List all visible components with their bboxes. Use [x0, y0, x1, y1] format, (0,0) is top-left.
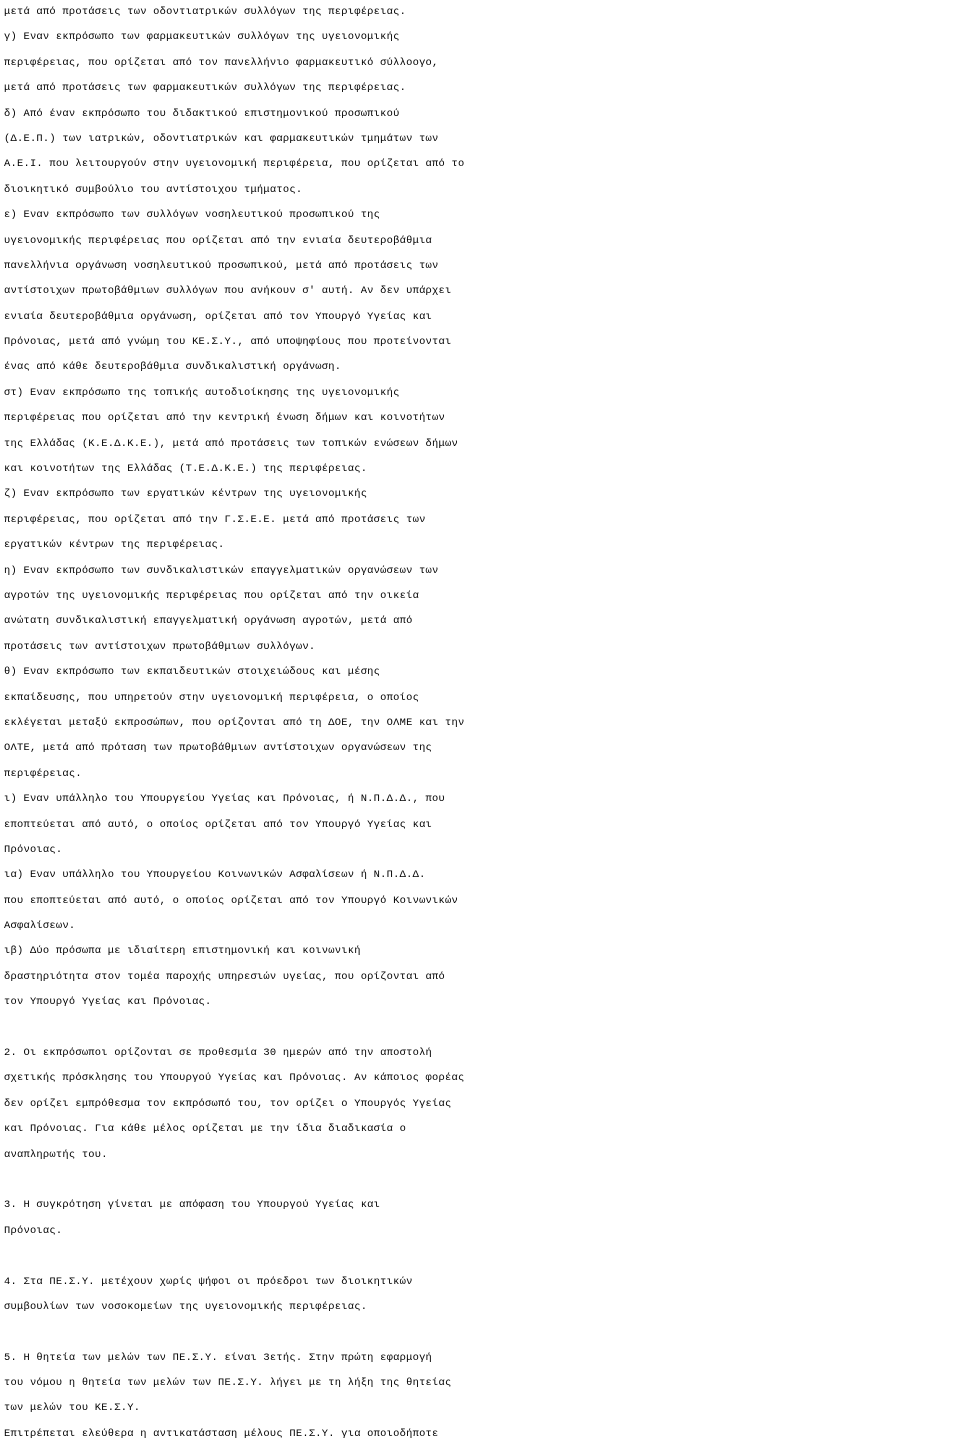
text-line: δ) Από έναν εκπρόσωπο του διδακτικού επιστημονικού προσωπικού — [4, 107, 400, 120]
text-line: τον Υπουργό Υγείας και Πρόνοιας. — [4, 996, 212, 1009]
text-line: που εποπτεύεται από αυτό, ο οποίος ορίζεται από τον Υπουργό Κοινωνικών — [4, 894, 458, 907]
text-line: ανώτατη συνδικαλιστική επαγγελματική οργάνωση αγροτών, μετά από — [4, 615, 413, 628]
text-line: σχετικής πρόσκλησης του Υπουργού Υγείας και Πρόνοιας. Αν κάποιος φορέας — [4, 1072, 465, 1085]
text-line: Πρόνοιας. — [4, 843, 63, 856]
text-line: εκπαίδευσης, που υπηρετούν στην υγειονομική περιφέρεια, ο οποίος — [4, 691, 420, 704]
text-line: πανελλήνια οργάνωση νοσηλευτικού προσωπικού, μετά από προτάσεις των — [4, 259, 439, 272]
text-line: δεν ορίζει εμπρόθεσμα τον εκπρόσωπό του, τον ορίζει ο Υπουργός Υγείας — [4, 1097, 452, 1110]
text-line: Α.Ε.Ι. που λειτουργούν στην υγειονομική περιφέρεια, που ορίζεται από το — [4, 158, 465, 171]
text-line: της Ελλάδας (Κ.Ε.Δ.Κ.Ε.), μετά από προτάσεις των τοπικών ενώσεων δήμων — [4, 437, 458, 450]
text-line: του νόμου η θητεία των μελών των ΠΕ.Σ.Υ. λήγει με τη λήξη της θητείας — [4, 1377, 452, 1390]
blank-line — [4, 1320, 960, 1345]
text-line: προτάσεις των αντίστοιχων πρωτοβάθμιων συλλόγων. — [4, 640, 316, 653]
text-line: περιφέρειας. — [4, 767, 82, 780]
blank-line — [4, 1168, 960, 1193]
text-line: εκλέγεται μεταξύ εκπροσώπων, που ορίζονται από τη ΔΟΕ, την ΟΛΜΕ και την — [4, 716, 465, 729]
text-line: Πρόνοιας, μετά από γνώμη του ΚΕ.Σ.Υ., από υποψηφίους που προτείνονται — [4, 336, 452, 349]
text-line: και Πρόνοιας. Για κάθε μέλος ορίζεται με την ίδια διαδικασία ο — [4, 1123, 407, 1136]
text-line: και κοινοτήτων της Ελλάδας (Τ.Ε.Δ.Κ.Ε.) της περιφέρειας. — [4, 463, 368, 476]
blank-line — [4, 1016, 960, 1041]
text-line: Επιτρέπεται ελεύθερα η αντικατάσταση μέλους ΠΕ.Σ.Υ. για οποιοδήποτε — [4, 1427, 439, 1440]
text-line: αναπληρωτής του. — [4, 1148, 108, 1161]
text-line: ιβ) Δύο πρόσωπα με ιδιαίτερη επιστημονική και κοινωνική — [4, 945, 361, 958]
text-line: Ασφαλίσεων. — [4, 920, 76, 933]
text-line: γ) Εναν εκπρόσωπο των φαρμακευτικών συλλόγων της υγειονομικής — [4, 31, 400, 44]
document-page — [4, 0, 960, 1447]
text-line: συμβουλίων των νοσοκομείων της υγειονομικής περιφέρειας. — [4, 1300, 368, 1313]
text-line: διοικητικό συμβούλιο του αντίστοιχου τμήματος. — [4, 183, 303, 196]
text-line: Πρόνοιας. — [4, 1224, 63, 1237]
text-line: δραστηριότητα στον τομέα παροχής υπηρεσιών υγείας, που ορίζονται από — [4, 970, 446, 983]
text-line: (Δ.Ε.Π.) των ιατρικών, οδοντιατρικών και φαρμακευτικών τμημάτων των — [4, 132, 439, 145]
text-line: ια) Εναν υπάλληλο του Υπουργείου Κοινωνικών Ασφαλίσεων ή Ν.Π.Δ.Δ. — [4, 869, 426, 882]
text-line: η) Εναν εκπρόσωπο των συνδικαλιστικών επαγγελματικών οργανώσεων των — [4, 564, 439, 577]
text-line: υγειονομικής περιφέρειας που ορίζεται από την ενιαία δευτεροβάθμια — [4, 234, 433, 247]
text-line: των μελών του ΚΕ.Σ.Υ. — [4, 1402, 141, 1415]
text-line: αγροτών της υγειονομικής περιφέρειας που ορίζεται από την οικεία — [4, 589, 420, 602]
text-line: ι) Εναν υπάλληλο του Υπουργείου Υγείας και Πρόνοιας, ή Ν.Π.Δ.Δ., που — [4, 793, 446, 806]
text-line: στ) Εναν εκπρόσωπο της τοπικής αυτοδιοίκησης της υγειονομικής — [4, 386, 400, 399]
text-line: μετά από προτάσεις των φαρμακευτικών συλλόγων της περιφέρειας. — [4, 82, 407, 95]
text-line: ένας από κάθε δευτεροβάθμια συνδικαλιστική οργάνωση. — [4, 361, 342, 374]
text-line: θ) Εναν εκπρόσωπο των εκπαιδευτικών στοιχειώδους και μέσης — [4, 666, 381, 679]
text-line: ΟΛΤΕ, μετά από πρόταση των πρωτοβάθμιων αντίστοιχων οργανώσεων της — [4, 742, 433, 755]
text-line: 4. Στα ΠΕ.Σ.Υ. μετέχουν χωρίς ψήφοι οι πρόεδροι των διοικητικών — [4, 1275, 413, 1288]
text-line: ενιαία δευτεροβάθμια οργάνωση, ορίζεται από τον Υπουργό Υγείας και — [4, 310, 433, 323]
text-line: 5. Η θητεία των μελών των ΠΕ.Σ.Υ. είναι 3ετής. Στην πρώτη εφαρμογή — [4, 1351, 433, 1364]
text-line: ζ) Εναν εκπρόσωπο των εργατικών κέντρων της υγειονομικής — [4, 488, 368, 501]
text-line: 3. Η συγκρότηση γίνεται με απόφαση του Υπουργού Υγείας και — [4, 1199, 381, 1212]
text-line: περιφέρειας, που ορίζεται από τον πανελλήνιο φαρμακευτικό σύλλοογο, — [4, 56, 439, 69]
blank-line — [4, 1244, 960, 1269]
text-line: μετά από προτάσεις των οδοντιατρικών συλλόγων της περιφέρειας. — [4, 6, 407, 18]
text-line: εργατικών κέντρων της περιφέρειας. — [4, 539, 225, 552]
text-line: 2. Οι εκπρόσωποι ορίζονται σε προθεσμία 30 ημερών από την αποστολή — [4, 1047, 433, 1060]
text-line: αντίστοιχων πρωτοβάθμιων συλλόγων που ανήκουν σ' αυτή. Αν δεν υπάρχει — [4, 285, 452, 298]
text-line: εποπτεύεται από αυτό, ο οποίος ορίζεται από τον Υπουργό Υγείας και — [4, 818, 433, 831]
text-line: περιφέρειας, που ορίζεται από την Γ.Σ.Ε.Ε. μετά από προτάσεις των — [4, 513, 426, 526]
text-line: περιφέρειας που ορίζεται από την κεντρική ένωση δήμων και κοινοτήτων — [4, 412, 446, 425]
text-line: ε) Εναν εκπρόσωπο των συλλόγων νοσηλευτικού προσωπικού της — [4, 209, 381, 222]
